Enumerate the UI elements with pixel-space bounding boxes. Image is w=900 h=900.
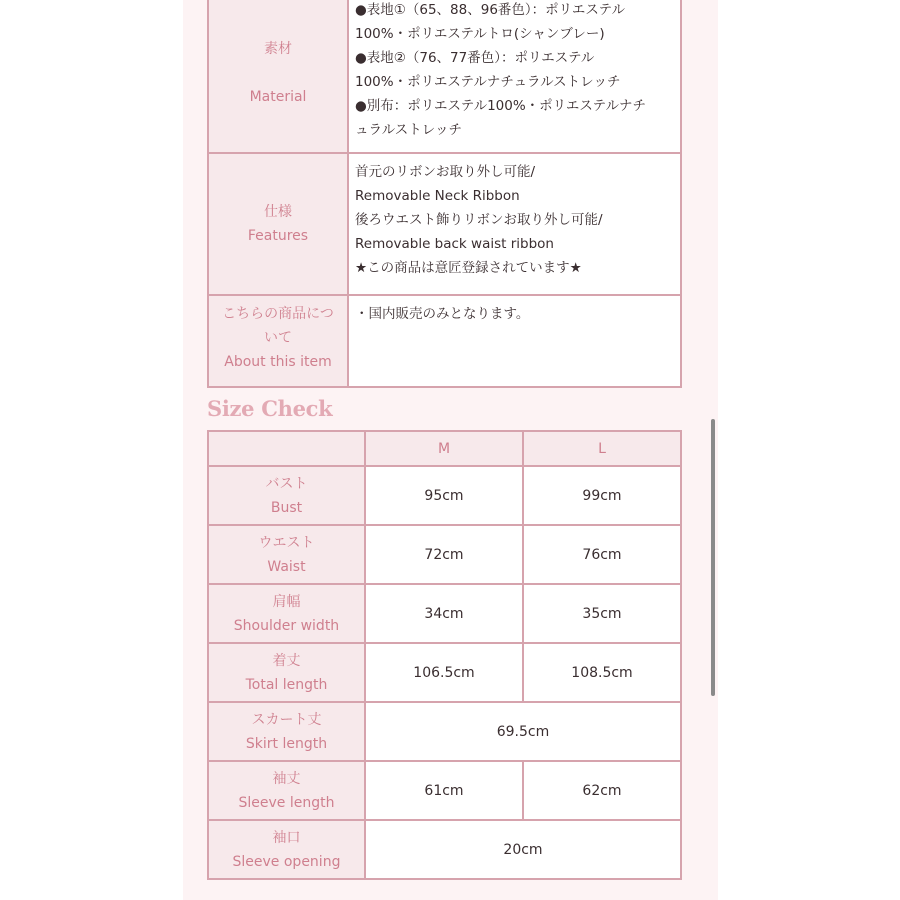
features-label-jp: 仕様 [264,204,292,220]
size-label-en: Shoulder width [233,617,340,634]
size-value-m: 95cm [365,466,523,525]
size-row-shoulder [208,584,681,643]
size-row-sleeve-length [208,761,681,820]
material-line: ュラルストレッチ [355,122,463,138]
product-details-table [207,0,682,388]
about-value [348,295,681,387]
size-table [207,430,682,880]
features-line: Removable Neck Ribbon [355,188,520,204]
size-row-label [208,525,365,584]
features-line: Removable back waist ribbon [355,236,554,252]
about-label-en: About this item [224,354,332,370]
size-label-en: Bust [270,499,303,516]
features-line: 後ろウエスト飾りリボンお取り外し可能/ [355,212,603,228]
size-value-l: 99cm [523,466,681,525]
size-row-bust [208,466,681,525]
features-line: 首元のリボンお取り外し可能/ [355,164,536,180]
scrollbar-thumb[interactable] [711,419,715,696]
size-header-blank [208,431,365,466]
size-label-en: Sleeve length [238,794,335,811]
size-row-label [208,466,365,525]
about-line: ・国内販売のみとなります。 [355,306,530,322]
features-label-en: Features [247,228,309,244]
size-row-label [208,702,365,761]
about-label-jp-2: いて [264,330,292,346]
material-label-en: Material [249,89,307,105]
size-value-m: 61cm [365,761,523,820]
size-label-en: Total length [245,676,328,693]
size-label-jp: 袖丈 [272,770,301,787]
size-label-en: Waist [267,558,306,575]
size-row-total-length [208,643,681,702]
size-value-l: 76cm [523,525,681,584]
size-value-l: 35cm [523,584,681,643]
size-label-jp: バスト [265,475,308,492]
details-row-about [208,295,681,387]
size-label-en: Skirt length [245,735,328,752]
material-label-jp: 素材 [264,41,292,57]
size-value-m: 34cm [365,584,523,643]
size-value-l: 108.5cm [523,643,681,702]
material-line: 100%・ポリエステルナチュラルストレッチ [355,74,621,90]
size-label-jp: スカート丈 [251,711,322,728]
size-header-l: L [523,431,681,466]
size-row-label [208,761,365,820]
size-header-m: M [365,431,523,466]
size-label-jp: 着丈 [272,652,301,669]
size-value-both: 69.5cm [365,702,681,761]
material-line: ●表地②（76、77番色）：ポリエステル [355,50,595,66]
size-table-header [208,431,681,466]
size-value-both: 20cm [365,820,681,879]
size-check-title: Size Check [207,396,333,421]
size-row-label [208,820,365,879]
features-line: ★この商品は意匠登録されています★ [355,260,582,276]
features-label [208,153,348,295]
about-label [208,295,348,387]
size-label-en: Sleeve opening [232,853,341,870]
material-line: ●表地①（65、88、96番色）：ポリエステル [355,2,625,18]
details-row-material [208,0,681,153]
features-value [348,153,681,295]
size-value-m: 106.5cm [365,643,523,702]
material-label [208,0,348,153]
size-label-jp: 肩幅 [272,593,301,610]
size-row-skirt-length [208,702,681,761]
size-row-waist [208,525,681,584]
material-line: ●別布：ポリエステル100%・ポリエステルナチ [355,98,646,114]
size-value-l: 62cm [523,761,681,820]
about-label-jp-1: こちらの商品につ [222,306,334,322]
size-row-label [208,643,365,702]
material-value [348,0,681,153]
size-label-jp: ウエスト [258,534,315,551]
size-value-m: 72cm [365,525,523,584]
size-row-label [208,584,365,643]
details-row-features [208,153,681,295]
material-line: 100%・ポリエステルトロ(シャンブレー) [355,26,605,42]
size-label-jp: 袖口 [272,829,301,846]
size-row-sleeve-opening [208,820,681,879]
